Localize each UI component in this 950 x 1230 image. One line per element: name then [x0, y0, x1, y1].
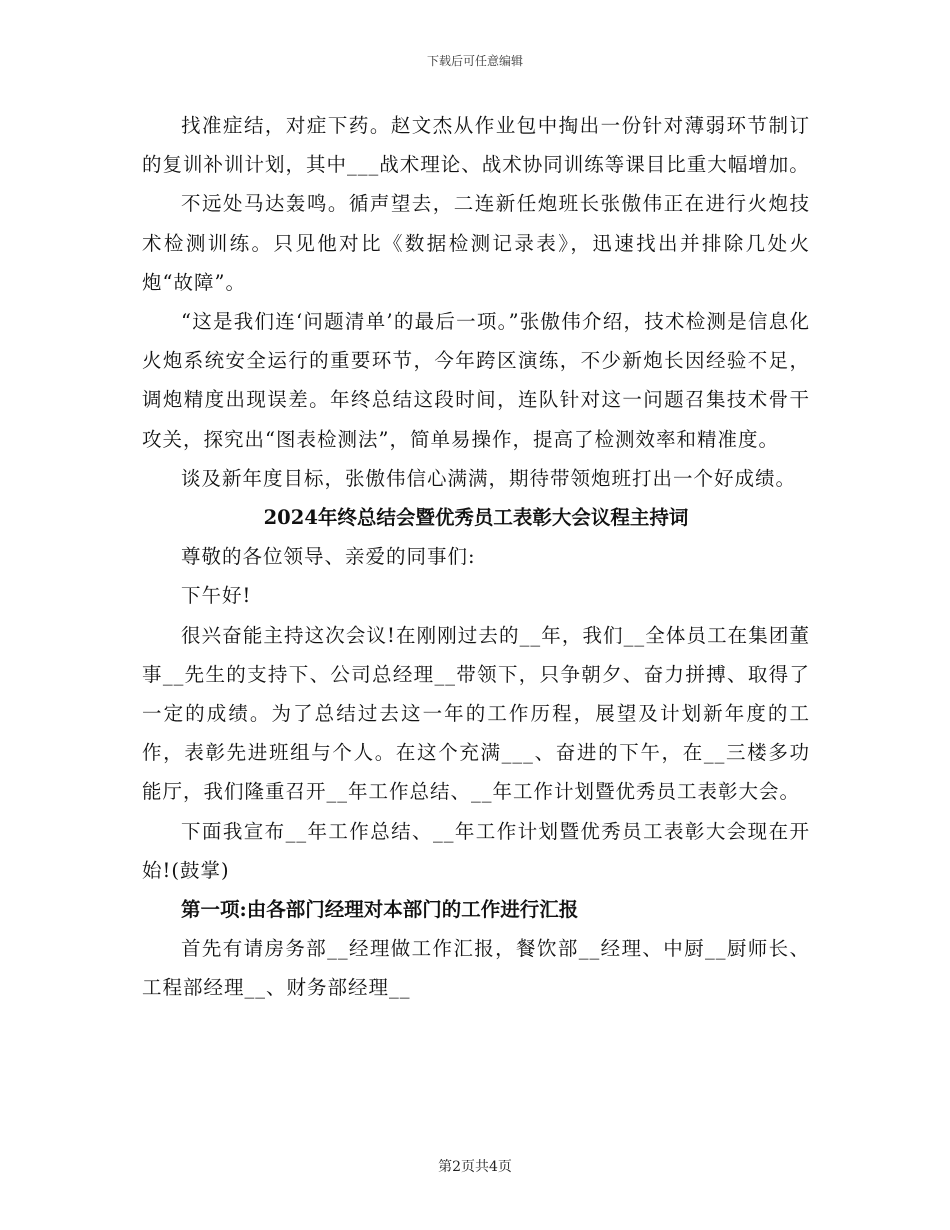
body-paragraph: “这是我们连‘问题清单’的最后一项。”张傲伟介绍，技术检测是信息化火炮系统安全运行的重要环节，今年跨区演练，不少新炮长因经验不足，调炮精度出现误差。年终总结这段时间，连队针对这一问题召集技术骨干攻关，探究出“图表检测法”，简单易操作，提高了检测效率和精准度。	[142, 310, 810, 451]
document-body	[142, 106, 810, 1008]
page-header: 下载后可任意编辑	[426, 54, 523, 68]
speech-paragraph: 很兴奋能主持这次会议!在刚刚过去的__年，我们__全体员工在集团董事__先生的支持下、公司总经理__带领下，只争朝夕、奋力拼搏、取得了一定的成绩。为了总结过去这一年的工作历程，展望及计划新年度的工作，表彰先进班组与个人。在这个充满___、奋进的下午，在__三楼多功能厅，我们隆重召开__年工作总结、__年工作计划暨优秀员工表彰大会。	[142, 623, 810, 804]
body-paragraph: 不远处马达轰鸣。循声望去，二连新任炮班长张傲伟正在进行火炮技术检测训练。只见他对比《数据检测记录表》，迅速找出并排除几处火炮“故障”。	[142, 192, 810, 294]
greeting-line: 尊敬的各位领导、亲爱的同事们:	[181, 545, 476, 569]
greeting-line: 下午好!	[181, 584, 252, 608]
page-footer: 第2页共4页	[438, 1159, 512, 1175]
section-heading: 第一项:由各部门经理对本部门的工作进行汇报	[181, 898, 579, 922]
speech-paragraph: 首先有请房务部__经理做工作汇报，餐饮部__经理、中厨__厨师长、工程部经理__、财务部经理__	[142, 937, 810, 1000]
document-title: 2024年终总结会暨优秀员工表彰大会议程主持词	[263, 506, 689, 530]
body-paragraph: 谈及新年度目标，张傲伟信心满满，期待带领炮班打出一个好成绩。	[181, 466, 797, 490]
speech-paragraph: 下面我宣布__年工作总结、__年工作计划暨优秀员工表彰大会现在开始!(鼓掌)	[142, 819, 810, 882]
body-paragraph: 找准症结，对症下药。赵文杰从作业包中掏出一份针对薄弱环节制订的复训补训计划，其中___战术理论、战术协同训练等课目比重大幅增加。	[142, 114, 810, 177]
